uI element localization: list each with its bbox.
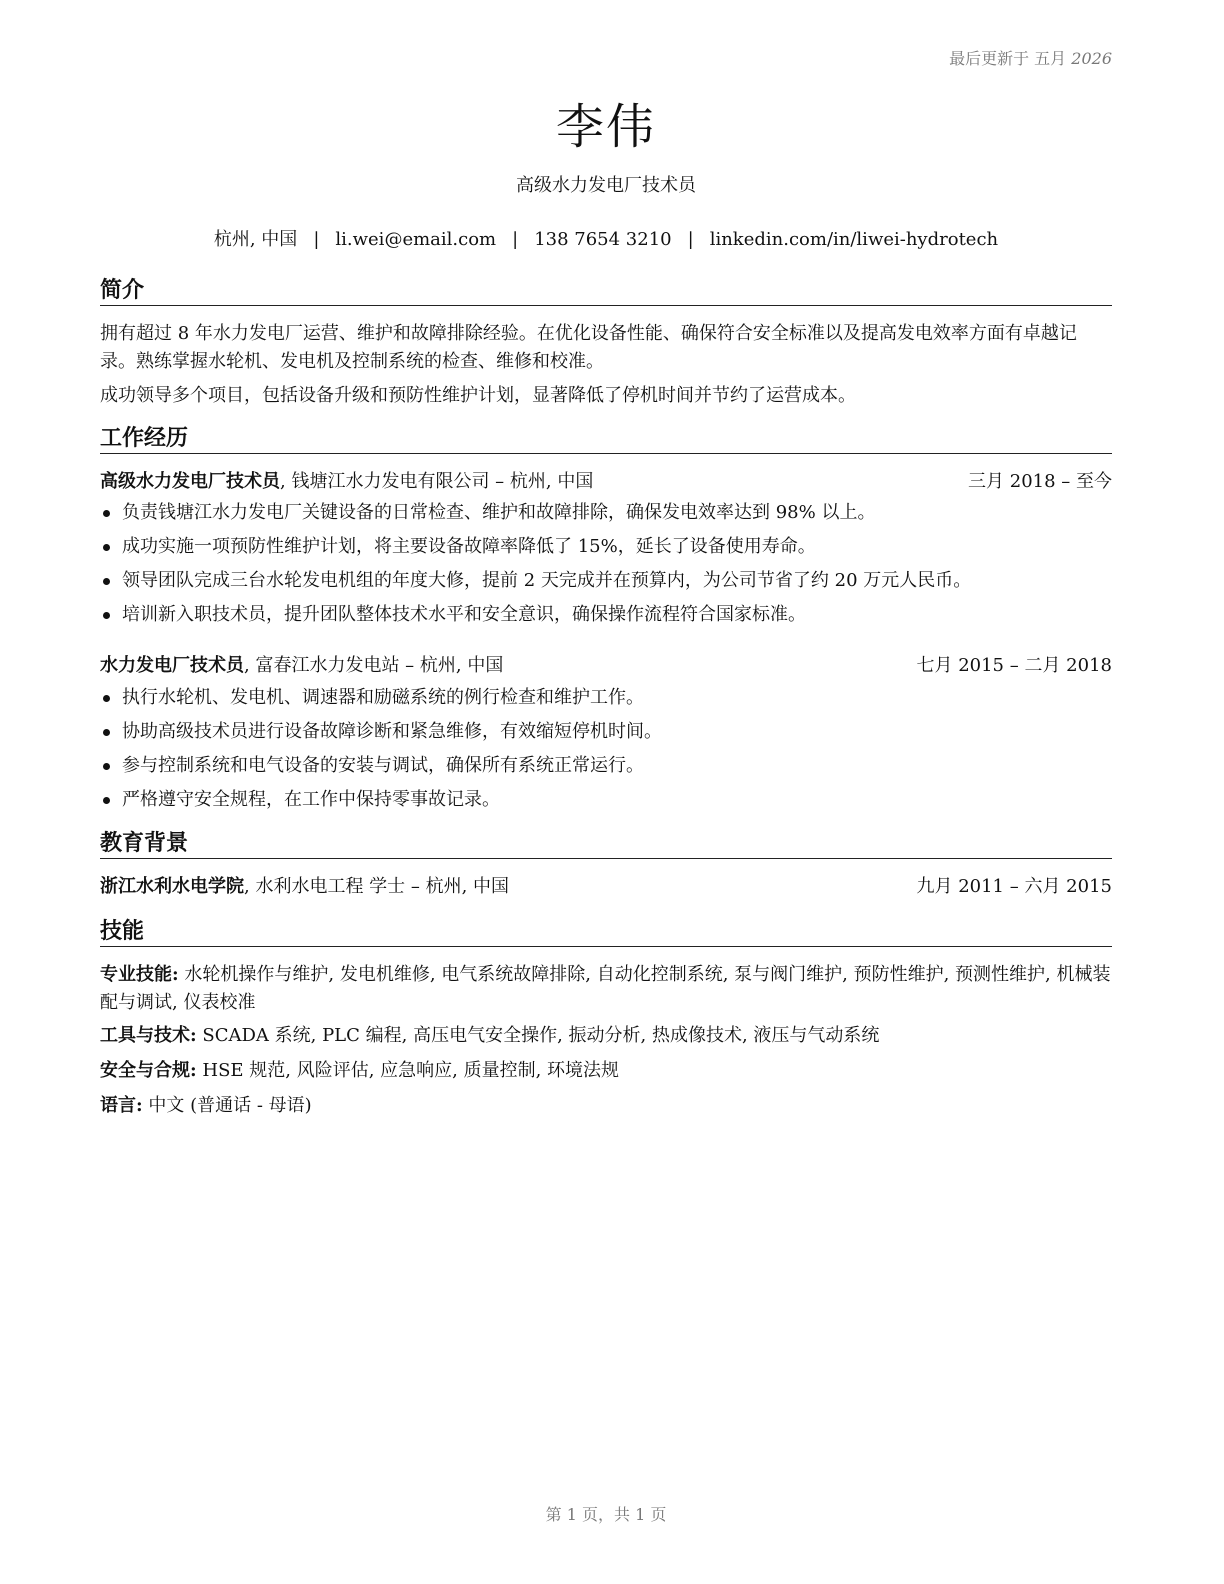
last-updated-year: 2026 (1071, 49, 1112, 68)
resume-page (100, 0, 1112, 1584)
list-item: 培训新入职技术员，提升团队整体技术水平和安全意识，确保操作流程符合国家标准。 (100, 602, 1112, 636)
bullet-icon (103, 578, 110, 585)
job-bullets (100, 500, 1112, 636)
contact-phone: 138 7654 3210 (534, 229, 672, 250)
education-dates: 九月 2011 – 六月 2015 (916, 876, 1112, 897)
skills-line: 语言: 中文 (普通话 - 母语) (100, 1095, 312, 1116)
job-org: , 钱塘江水力发电有限公司 – 杭州, 中国 (280, 471, 594, 492)
summary-paragraph-1: 拥有超过 8 年水力发电厂运营、维护和故障排除经验。在优化设备性能、确保符合安全标准以及提高发电效率方面有卓越记录。熟练掌握水轮机、发电机及控制系统的检查、维修和校准。 (100, 323, 1077, 372)
section-heading-education: 教育背景 (100, 831, 1112, 859)
job-dates: 三月 2018 – 至今 (968, 471, 1112, 492)
skills-label: 工具与技术: (100, 1025, 197, 1046)
contact-separator: | (512, 229, 519, 250)
bullet-icon (103, 544, 110, 551)
job-header (100, 653, 1112, 679)
job-role: 水力发电厂技术员 (100, 655, 244, 676)
bullet-icon (103, 729, 110, 736)
contact-email[interactable]: li.wei@email.com (335, 229, 497, 250)
person-name: 李伟 (555, 99, 656, 155)
contact-separator: | (687, 229, 694, 250)
job-header (100, 469, 1112, 495)
list-item: 成功实施一项预防性维护计划，将主要设备故障率降低了 15%，延长了设备使用寿命。 (100, 534, 1112, 568)
bullet-icon (103, 763, 110, 770)
list-item: 负责钱塘江水力发电厂关键设备的日常检查、维护和故障排除，确保发电效率达到 98% 以上。 (100, 500, 1112, 534)
last-updated: 最后更新于 五月 2026 (949, 49, 1112, 68)
skills-label: 语言: (100, 1095, 143, 1116)
job-dates: 七月 2015 – 二月 2018 (916, 655, 1112, 676)
list-item: 协助高级技术员进行设备故障诊断和紧急维修，有效缩短停机时间。 (100, 719, 1112, 753)
section-heading-summary: 简介 (100, 278, 1112, 306)
page-number: 第 1 页，共 1 页 (545, 1505, 667, 1524)
contact-location: 杭州, 中国 (213, 229, 298, 250)
contact-separator: | (313, 229, 320, 250)
education-entry (100, 874, 1112, 900)
list-item: 参与控制系统和电气设备的安装与调试，确保所有系统正常运行。 (100, 753, 1112, 787)
skills-line: 专业技能: 水轮机操作与维护, 发电机维修, 电气系统故障排除, 自动化控制系统, 泵与阀门维护, 预防性维护, 预测性维护, 机械装配与调试, 仪表校准 (100, 964, 1111, 1013)
school-name: 浙江水利水电学院 (100, 876, 244, 897)
skills-line: 安全与合规: HSE 规范, 风险评估, 应急响应, 质量控制, 环境法规 (100, 1060, 620, 1081)
skills-label: 安全与合规: (100, 1060, 197, 1081)
contact-linkedin[interactable]: linkedin.com/in/liwei-hydrotech (709, 229, 999, 250)
section-heading-skills: 技能 (100, 919, 1112, 947)
list-item: 领导团队完成三台水轮发电机组的年度大修，提前 2 天完成并在预算内，为公司节省了约 20 万元人民币。 (100, 568, 1112, 602)
job-title: 高级水力发电厂技术员 (516, 175, 696, 196)
job-org: , 富春江水力发电站 – 杭州, 中国 (244, 655, 504, 676)
skills-line: 工具与技术: SCADA 系统, PLC 编程, 高压电气安全操作, 振动分析, 热成像技术, 液压与气动系统 (100, 1025, 880, 1046)
job-role: 高级水力发电厂技术员 (100, 471, 280, 492)
bullet-icon (103, 510, 110, 517)
summary-paragraph-2: 成功领导多个项目，包括设备升级和预防性维护计划，显著降低了停机时间并节约了运营成本。 (100, 385, 856, 406)
bullet-icon (103, 797, 110, 804)
job-bullets (100, 685, 1112, 821)
bullet-icon (103, 612, 110, 619)
degree-detail: , 水利水电工程 学士 – 杭州, 中国 (244, 876, 510, 897)
bullet-icon (103, 695, 110, 702)
contact-line (100, 225, 1112, 251)
list-item: 执行水轮机、发电机、调速器和励磁系统的例行检查和维护工作。 (100, 685, 1112, 719)
skills-label: 专业技能: (100, 964, 179, 985)
list-item: 严格遵守安全规程，在工作中保持零事故记录。 (100, 787, 1112, 821)
section-heading-experience: 工作经历 (100, 426, 1112, 454)
